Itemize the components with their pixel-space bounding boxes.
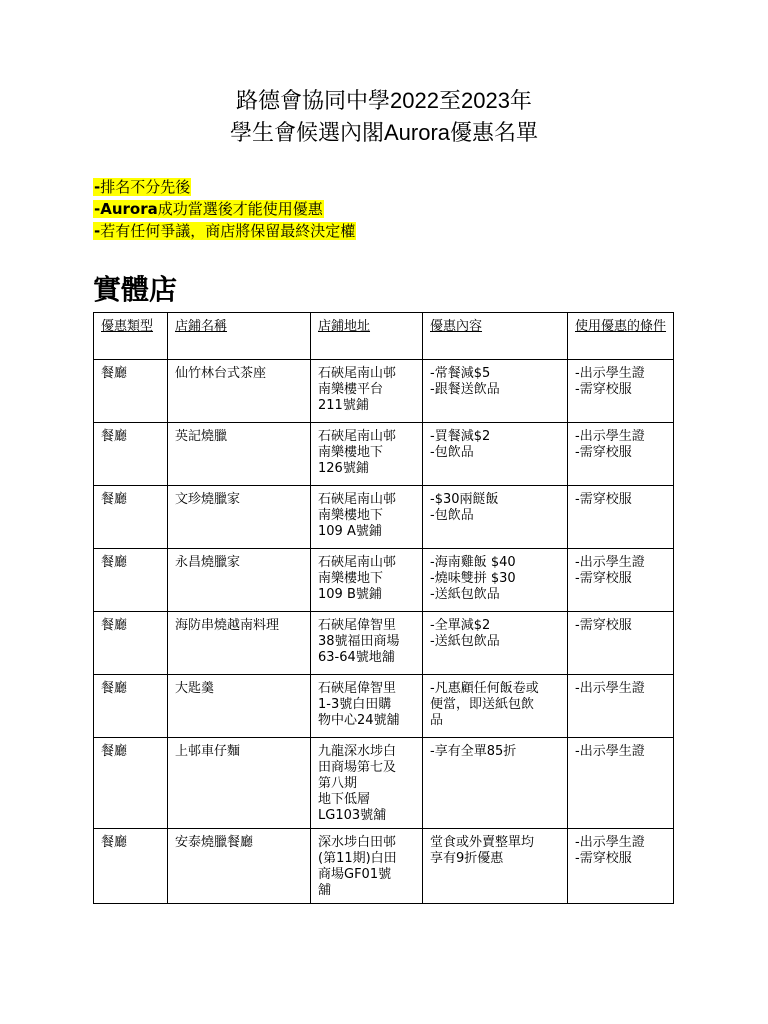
note-prefix: - <box>94 200 101 218</box>
cell-address-line: 石硤尾南山邨 <box>318 555 397 570</box>
cell-conditions <box>568 486 674 549</box>
cell-conditions <box>568 549 674 612</box>
note-highlight <box>93 200 324 218</box>
header-offer: 優惠內容 <box>423 313 568 360</box>
header-name: 店鋪名稱 <box>168 313 311 360</box>
cell-address <box>311 549 423 612</box>
cell-address <box>311 360 423 423</box>
cell-shop-name: 大匙羹 <box>168 675 311 738</box>
table-row <box>94 486 674 549</box>
cell-conditions-line: -出示學生證 <box>575 681 645 696</box>
cell-type: 餐廳 <box>94 549 168 612</box>
cell-conditions-line: -出示學生證 <box>575 555 645 570</box>
cell-offer <box>423 829 568 904</box>
cell-conditions <box>568 360 674 423</box>
note-item <box>93 198 356 220</box>
cell-address-line: 九龍深水埗白 <box>318 744 397 759</box>
cell-conditions-line: -需穿校服 <box>575 851 632 866</box>
cell-offer <box>423 360 568 423</box>
cell-shop-name: 仙竹林台式茶座 <box>168 360 311 423</box>
cell-type: 餐廳 <box>94 423 168 486</box>
cell-address-line: (第11期)白田 <box>318 851 397 866</box>
cell-address <box>311 738 423 829</box>
cell-offer-line: -燒味雙拼 $30 <box>430 571 516 586</box>
cell-type: 餐廳 <box>94 829 168 904</box>
cell-address-line: 南樂樓地下 <box>318 445 384 460</box>
cell-address-line: 109 B號鋪 <box>318 587 382 602</box>
cell-address-line: 126號鋪 <box>318 461 369 476</box>
cell-type: 餐廳 <box>94 738 168 829</box>
table-row <box>94 612 674 675</box>
cell-type: 餐廳 <box>94 675 168 738</box>
cell-offer-line: -包飲品 <box>430 445 474 460</box>
table-row <box>94 675 674 738</box>
cell-offer-line: -送紙包飲品 <box>430 634 500 649</box>
cell-conditions-line: -需穿校服 <box>575 492 632 507</box>
cell-shop-name: 永昌燒臘家 <box>168 549 311 612</box>
cell-offer-line: -凡惠顧任何飯卷或 <box>430 681 539 696</box>
cell-address-line: 深水埗白田邨 <box>318 835 397 850</box>
cell-address-line: 石硤尾南山邨 <box>318 492 397 507</box>
cell-offer <box>423 738 568 829</box>
cell-conditions-line: -需穿校服 <box>575 445 632 460</box>
cell-offer-line: -海南雞飯 $40 <box>430 555 516 570</box>
note-text: 成功當選後才能使用優惠 <box>157 200 323 218</box>
cell-address-line: 109 A號鋪 <box>318 524 382 539</box>
cell-address-line: 石硤尾南山邨 <box>318 366 397 381</box>
cell-address-line: 第八期 <box>318 776 358 791</box>
header-type: 優惠類型 <box>94 313 168 360</box>
cell-offer <box>423 486 568 549</box>
cell-offer-line: -跟餐送飲品 <box>430 382 500 397</box>
cell-conditions <box>568 612 674 675</box>
table-row <box>94 738 674 829</box>
cell-conditions-line: -出示學生證 <box>575 429 645 444</box>
cell-offer-line: -全單減$2 <box>430 618 491 633</box>
table-header-row <box>94 313 674 360</box>
header-conditions: 使用優惠的條件 <box>568 313 674 360</box>
cell-address-line: 舖 <box>318 883 332 898</box>
table-row <box>94 423 674 486</box>
cell-address-line: 石硤尾偉智里 <box>318 681 397 696</box>
cell-address-line: 石硤尾南山邨 <box>318 429 397 444</box>
cell-conditions <box>568 675 674 738</box>
note-item <box>93 176 356 198</box>
cell-offer <box>423 675 568 738</box>
cell-address-line: 南樂樓地下 <box>318 508 384 523</box>
section-heading: 實體店 <box>93 273 178 306</box>
cell-shop-name: 英記燒臘 <box>168 423 311 486</box>
cell-address <box>311 829 423 904</box>
shops-table <box>93 312 674 904</box>
cell-offer-line: 品 <box>430 713 444 728</box>
cell-address-line: 1-3號白田購 <box>318 697 392 712</box>
cell-conditions-line: -出示學生證 <box>575 366 645 381</box>
cell-shop-name: 安泰燒臘餐廳 <box>168 829 311 904</box>
cell-conditions-line: -出示學生證 <box>575 835 645 850</box>
cell-type: 餐廳 <box>94 612 168 675</box>
cell-offer-line: -買餐減$2 <box>430 429 491 444</box>
cell-offer-line: -享有全單85折 <box>430 744 517 759</box>
cell-address <box>311 675 423 738</box>
cell-address-line: 南樂樓平台 <box>318 382 384 397</box>
cell-address <box>311 486 423 549</box>
cell-conditions <box>568 738 674 829</box>
cell-type: 餐廳 <box>94 486 168 549</box>
cell-address <box>311 612 423 675</box>
note-highlight <box>93 222 356 240</box>
table-body <box>94 360 674 904</box>
note-item <box>93 220 356 242</box>
cell-address-line: 田商場第七及 <box>318 760 397 775</box>
cell-address-line: 地下低層 <box>318 792 371 807</box>
note-text: 排名不分先後 <box>100 178 191 196</box>
cell-offer <box>423 612 568 675</box>
note-prefix: - <box>94 178 101 196</box>
cell-offer-line: -送紙包飲品 <box>430 587 500 602</box>
cell-address-line: 石硤尾偉智里 <box>318 618 397 633</box>
notes-list <box>93 176 356 242</box>
cell-address-line: LG103號舖 <box>318 808 387 823</box>
cell-offer-line: 便當，即送紙包飲 <box>430 697 535 712</box>
note-text: 若有任何爭議，商店將保留最終決定權 <box>100 222 356 240</box>
cell-address-line: 63-64號地舖 <box>318 650 395 665</box>
note-highlight <box>93 178 191 196</box>
cell-conditions-line: -需穿校服 <box>575 571 632 586</box>
cell-offer <box>423 423 568 486</box>
note-bold: Aurora <box>100 200 158 218</box>
cell-shop-name: 文珍燒臘家 <box>168 486 311 549</box>
cell-conditions-line: -需穿校服 <box>575 382 632 397</box>
cell-address-line: 211號鋪 <box>318 398 369 413</box>
cell-offer-line: -$30兩餸飯 <box>430 492 499 507</box>
header-address: 店鋪地址 <box>311 313 423 360</box>
cell-conditions-line: -出示學生證 <box>575 744 645 759</box>
cell-address-line: 物中心24號舖 <box>318 713 400 728</box>
cell-type: 餐廳 <box>94 360 168 423</box>
cell-shop-name: 海防串燒越南料理 <box>168 612 311 675</box>
cell-offer-line: -包飲品 <box>430 508 474 523</box>
table-row <box>94 360 674 423</box>
cell-offer-line: 享有9折優惠 <box>430 851 504 866</box>
cell-address <box>311 423 423 486</box>
cell-conditions-line: -需穿校服 <box>575 618 632 633</box>
table-row <box>94 549 674 612</box>
cell-address-line: 38號福田商場 <box>318 634 400 649</box>
cell-offer-line: 堂食或外賣整單均 <box>430 835 535 850</box>
cell-address-line: 商場GF01號 <box>318 867 392 882</box>
document-title-line1: 路德會協同中學2022至2023年 <box>236 88 532 113</box>
cell-offer-line: -常餐減$5 <box>430 366 491 381</box>
cell-offer <box>423 549 568 612</box>
note-prefix: - <box>94 222 101 240</box>
cell-shop-name: 上邨車仔麵 <box>168 738 311 829</box>
document-title-line2: 學生會候選內閣Aurora優惠名單 <box>229 120 539 145</box>
cell-conditions <box>568 829 674 904</box>
cell-address-line: 南樂樓地下 <box>318 571 384 586</box>
cell-conditions <box>568 423 674 486</box>
table-row <box>94 829 674 904</box>
